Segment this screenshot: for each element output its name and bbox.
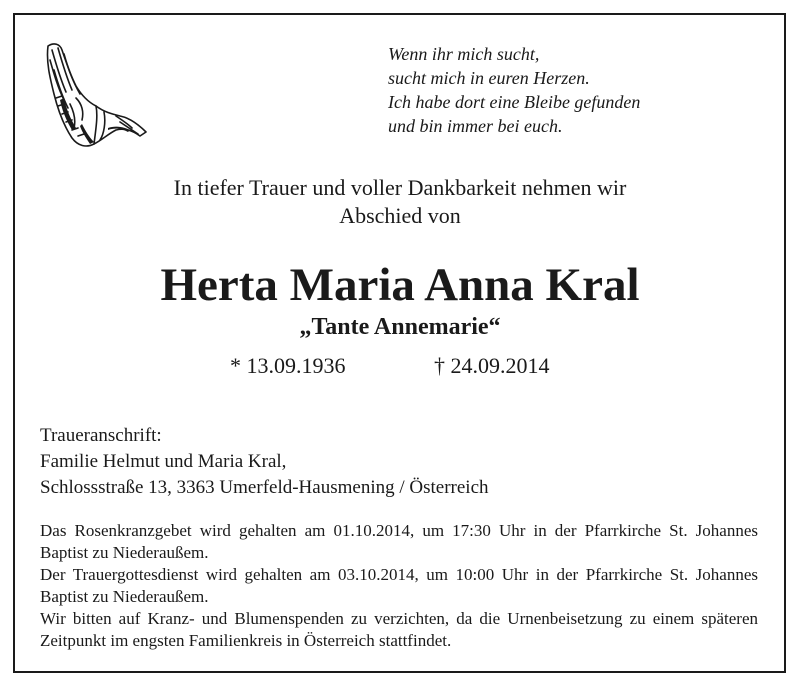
deceased-name: Herta Maria Anna Kral bbox=[160, 259, 640, 311]
notice-flowers: Wir bitten auf Kranz- und Blumenspenden zu verzichten, da die Urnenbeisetzung zu einem späteren Zeitpunkt im engsten Familienkreis in Österreich stattfindet. bbox=[40, 609, 758, 650]
poem-line: Ich habe dort eine Bleibe gefunden bbox=[388, 92, 641, 112]
notice-rosary: Das Rosenkranzgebet wird gehalten am 01.10.2014, um 17:30 Uhr in der Pfarrkirche St. Johannes Baptist zu Niederaußem. bbox=[40, 521, 758, 562]
address-heading: Traueranschrift: bbox=[40, 425, 162, 446]
deceased-nickname: „Tante Annemarie“ bbox=[299, 314, 501, 340]
praying-hands-icon bbox=[42, 40, 150, 152]
intro-text bbox=[0, 174, 800, 230]
mourning-address bbox=[40, 423, 489, 501]
address-line-2: Schlossstraße 13, 3363 Umerfeld-Hausmening / Österreich bbox=[40, 477, 489, 498]
service-notices bbox=[40, 520, 758, 652]
poem-line: sucht mich in euren Herzen. bbox=[388, 68, 590, 88]
poem-line: und bin immer bei euch. bbox=[388, 116, 563, 136]
birth-date: * 13.09.1936 bbox=[230, 353, 346, 378]
notice-funeral-mass: Der Trauergottesdienst wird gehalten am 03.10.2014, um 10:00 Uhr in der Pfarrkirche St. Johannes Baptist zu Niederaußem. bbox=[40, 565, 758, 606]
death-date: † 24.09.2014 bbox=[434, 353, 550, 378]
address-line-1: Familie Helmut und Maria Kral, bbox=[40, 451, 287, 472]
intro-line-2: Abschied von bbox=[339, 203, 461, 228]
intro-line-1: In tiefer Trauer und voller Dankbarkeit nehmen wir bbox=[173, 175, 627, 200]
memorial-poem bbox=[388, 42, 640, 138]
poem-line: Wenn ihr mich sucht, bbox=[388, 44, 540, 64]
